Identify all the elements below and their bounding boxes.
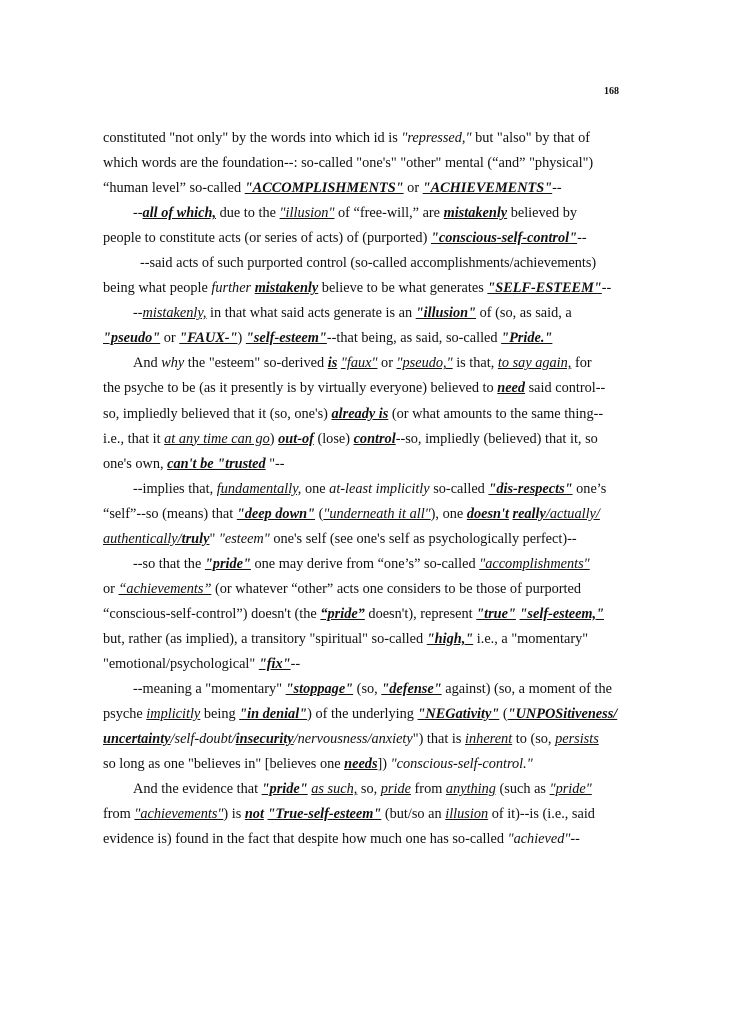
- emphasized-text: inherent: [465, 731, 513, 748]
- text-run: (: [499, 706, 508, 723]
- text-run: one: [301, 480, 330, 497]
- emphasized-text: "ACCOMPLISHMENTS": [244, 180, 404, 197]
- text-line: [103, 777, 615, 802]
- text-line: [103, 627, 615, 652]
- emphasized-text: really: [512, 505, 546, 522]
- text-line: [103, 376, 615, 401]
- text-run: --: [133, 305, 143, 322]
- emphasized-text: mistakenly,: [142, 305, 207, 322]
- emphasized-text: already is: [331, 405, 389, 422]
- text-run: of (so, as said, a: [476, 305, 572, 322]
- text-line: [103, 251, 615, 276]
- emphasized-text: "in denial": [239, 706, 308, 723]
- text-line: [103, 301, 615, 326]
- text-run: or: [403, 180, 423, 197]
- text-run: from: [410, 781, 446, 798]
- text-run: constituted "not only" by the words into which id is: [103, 130, 402, 146]
- emphasized-text: all of which,: [142, 205, 217, 222]
- text-run: believe to be what generates: [318, 280, 488, 297]
- text-line: [103, 527, 615, 552]
- text-line: [103, 727, 615, 752]
- text-run: to (so,: [512, 731, 556, 748]
- text-run: --: [577, 230, 587, 247]
- text-run: the "esteem" so-derived: [184, 355, 328, 372]
- emphasized-text: uncertainty: [103, 731, 171, 748]
- emphasized-text: "illusion": [415, 305, 477, 322]
- text-run: ") that is: [412, 731, 466, 748]
- emphasized-text: to say again,: [497, 355, 572, 372]
- text-run: so,: [357, 781, 381, 798]
- emphasized-text: "illusion": [279, 205, 335, 222]
- emphasized-text: "NEGativity": [417, 706, 500, 723]
- text-run: ) of the underlying: [307, 706, 418, 723]
- text-run: (or what amounts to the same thing--: [388, 405, 604, 422]
- emphasized-text: mistakenly: [443, 205, 508, 222]
- text-run: “conscious-self-control”) doesn't (the: [103, 605, 321, 622]
- emphasized-text: as such,: [311, 781, 358, 798]
- text-run: or: [160, 330, 180, 347]
- text-line: [103, 502, 615, 527]
- emphasized-text: pride: [380, 781, 411, 798]
- text-run: --so, impliedly (believed) that it, so: [395, 430, 598, 447]
- text-run: so long as one "believes in" [believes one: [103, 756, 345, 773]
- text-run: (or whatever “other” acts one considers to be those of purported: [211, 580, 582, 597]
- text-run: one's own,: [103, 455, 168, 472]
- text-run: --: [570, 831, 580, 848]
- emphasized-text: "FAUX-": [179, 330, 238, 347]
- emphasized-text: "stoppage": [285, 681, 354, 698]
- emphasized-text: "pseudo": [103, 330, 161, 347]
- text-line: [103, 577, 615, 602]
- text-run: against) (so, a moment of the: [441, 681, 612, 698]
- emphasized-text: illusion: [445, 806, 489, 823]
- text-run: so-called: [429, 480, 489, 497]
- emphasized-text: "underneath it all": [323, 505, 431, 522]
- emphasized-text: "conscious-self-control.": [390, 756, 533, 773]
- text-line: [103, 326, 615, 351]
- text-run: people to constitute acts (or series of acts) of (purported): [103, 230, 431, 247]
- text-line: [103, 402, 615, 427]
- text-run: being: [200, 706, 240, 723]
- text-run: (so,: [353, 681, 382, 698]
- emphasized-text: "high,": [426, 630, 474, 647]
- text-run: "emotional/psychological": [103, 655, 259, 672]
- text-line: [103, 827, 615, 852]
- text-line: [103, 201, 615, 226]
- emphasized-text: not: [244, 806, 264, 823]
- emphasized-text: "accomplishments": [479, 555, 590, 572]
- emphasized-text: at any time can go: [164, 430, 270, 447]
- emphasized-text: "repressed,": [401, 130, 472, 146]
- text-run: --implies that,: [133, 480, 217, 497]
- emphasized-text: "dis-respects": [488, 480, 573, 497]
- emphasized-text: fundamentally,: [216, 480, 302, 497]
- text-run: --: [290, 655, 301, 672]
- body-text: [103, 126, 618, 852]
- text-line: [103, 351, 615, 376]
- text-run: And: [133, 355, 162, 372]
- text-run: evidence is) found in the fact that despite how much one has so-called: [103, 831, 508, 848]
- text-run: ) is: [223, 806, 245, 823]
- text-run: i.e., that it: [103, 430, 165, 447]
- text-line: [103, 677, 615, 702]
- text-line: [103, 752, 615, 777]
- emphasized-text: truly: [181, 530, 210, 547]
- emphasized-text: “pride”: [320, 605, 365, 622]
- text-run: or: [377, 355, 397, 372]
- emphasized-text: actually/: [549, 505, 600, 522]
- emphasized-text: out-of: [278, 430, 314, 447]
- emphasized-text: "self-esteem,": [519, 605, 605, 622]
- text-run: (but/so an: [381, 806, 446, 823]
- text-run: the psyche to be (as it presently is by virtually everyone) believed to: [103, 380, 498, 397]
- text-run: i.e., a "momentary": [473, 630, 589, 647]
- emphasized-text: insecurity: [235, 731, 294, 748]
- emphasized-text: authentically/: [103, 530, 182, 547]
- text-run: for: [571, 355, 592, 372]
- emphasized-text: "True-self-esteem": [267, 806, 382, 823]
- text-line: [103, 702, 618, 727]
- text-run: “self”--so (means) that: [103, 505, 237, 522]
- text-line: [103, 427, 615, 452]
- emphasized-text: "ACHIEVEMENTS": [422, 180, 553, 197]
- emphasized-text: "pseudo,": [396, 355, 453, 372]
- text-line: [103, 176, 615, 201]
- text-run: --meaning a "momentary": [133, 681, 286, 698]
- emphasized-text: "true": [476, 605, 516, 622]
- emphasized-text: "pride": [261, 781, 308, 798]
- text-line: [103, 276, 615, 301]
- emphasized-text: further: [211, 280, 252, 297]
- text-run: ): [237, 330, 246, 347]
- text-run: (such as: [495, 781, 550, 798]
- text-run: (lose): [313, 430, 354, 447]
- text-run: from: [103, 806, 135, 823]
- emphasized-text: "conscious-self-control": [430, 230, 578, 247]
- text-run: of it)--is (i.e., said: [488, 806, 595, 823]
- text-run: ": [209, 530, 219, 547]
- emphasized-text: "deep down": [236, 505, 316, 522]
- emphasized-text: anything: [445, 781, 496, 798]
- text-run: --that being, as said, so-called: [326, 330, 502, 347]
- text-line: [103, 226, 615, 251]
- page-number: 168: [604, 86, 619, 97]
- emphasized-text: implicitly: [146, 706, 201, 723]
- text-run: ): [269, 430, 279, 447]
- text-line: [103, 552, 615, 577]
- emphasized-text: /: [545, 505, 550, 522]
- text-run: is that,: [452, 355, 498, 372]
- emphasized-text: “achievements”: [118, 580, 212, 597]
- text-run: ]): [377, 756, 391, 773]
- text-run: believed by: [507, 205, 578, 222]
- emphasized-text: "fix": [258, 655, 291, 672]
- emphasized-text: control: [353, 430, 396, 447]
- emphasized-text: "achieved": [507, 831, 571, 848]
- text-run: one may derive from “one’s” so-called: [250, 555, 480, 572]
- emphasized-text: "faux": [340, 355, 378, 372]
- emphasized-text: why: [161, 355, 185, 372]
- text-run: “human level” so-called: [103, 180, 245, 197]
- text-run: of “free-will,” are: [334, 205, 444, 222]
- emphasized-text: need: [497, 380, 526, 397]
- text-run: said control--: [525, 380, 606, 397]
- text-run: being what people: [103, 280, 212, 297]
- text-run: doesn't), represent: [364, 605, 477, 622]
- text-line: [103, 126, 615, 151]
- text-run: "--: [265, 455, 285, 472]
- text-run: due to the: [216, 205, 280, 222]
- text-run: in that what said acts generate is an: [206, 305, 416, 322]
- text-run: one’s: [572, 480, 607, 497]
- emphasized-text: /self-doubt/: [170, 731, 236, 748]
- text-line: [103, 602, 615, 627]
- emphasized-text: "pride": [549, 781, 592, 798]
- text-run: --: [601, 280, 612, 297]
- emphasized-text: "SELF-ESTEEM": [487, 280, 602, 297]
- text-line: [103, 452, 615, 477]
- emphasized-text: mistakenly: [254, 280, 319, 297]
- text-run: so, impliedly believed that it (so, one's): [103, 405, 332, 422]
- text-run: or: [103, 580, 119, 597]
- emphasized-text: "achievements": [134, 806, 224, 823]
- text-run: (: [315, 505, 324, 522]
- emphasized-text: "Pride.": [501, 330, 553, 347]
- emphasized-text: "self-esteem": [245, 330, 327, 347]
- text-run: but "also" by that of: [471, 130, 590, 146]
- text-line: [103, 802, 615, 827]
- emphasized-text: /nervousness/anxiety: [293, 731, 413, 748]
- text-run: which words are the foundation--: so-called "one's" "other" mental (“and” "physical"): [103, 155, 594, 172]
- emphasized-text: "esteem": [218, 530, 270, 547]
- text-run: --: [552, 180, 562, 197]
- emphasized-text: can't be "trusted: [167, 455, 266, 472]
- text-run: but, rather (as implied), a transitory "spiritual" so-called: [103, 630, 427, 647]
- emphasized-text: "pride": [204, 555, 251, 572]
- emphasized-text: needs: [344, 756, 378, 773]
- emphasized-text: is: [327, 355, 338, 372]
- text-run: --so that the: [133, 555, 205, 572]
- text-run: --: [133, 205, 143, 222]
- text-run: ), one: [430, 505, 467, 522]
- text-run: And the evidence that: [133, 781, 262, 798]
- text-line: [103, 151, 615, 176]
- text-run: one's self (see one's self as psychologically perfect)--: [269, 530, 577, 547]
- text-line: [103, 652, 615, 677]
- text-line: [103, 477, 615, 502]
- text-run: psyche: [103, 706, 147, 723]
- emphasized-text: "defense": [381, 681, 442, 698]
- emphasized-text: doesn't: [466, 505, 509, 522]
- emphasized-text: "UNPOSitiveness/: [507, 706, 618, 723]
- text-run: --said acts of such purported control (so-called accomplishments/achievements): [140, 255, 597, 272]
- emphasized-text: at-least implicitly: [329, 480, 430, 497]
- emphasized-text: persists: [555, 731, 599, 748]
